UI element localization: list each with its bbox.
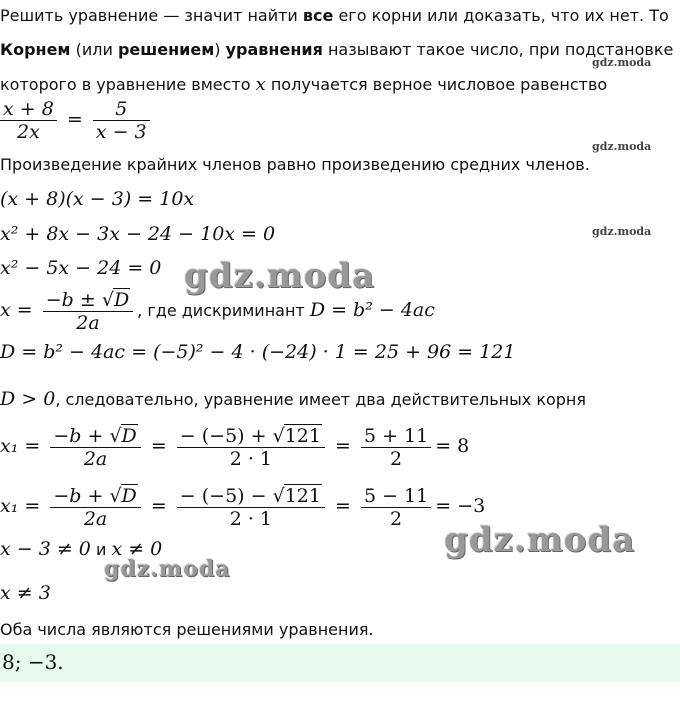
condition-1: x − 3 ≠ 0 — [0, 538, 91, 560]
fraction — [93, 98, 150, 143]
radicand: D — [121, 485, 137, 507]
intro-line-3 — [0, 74, 607, 95]
root-1: x₁ = $\frac{-b + √D}{2a}$ = $\frac{- (-5) + √121}{2 \cdot 1}$ = $\frac{5 + 11}{2}$ = 8 — [0, 424, 470, 470]
denominator: 2 — [390, 447, 403, 470]
fraction — [0, 98, 57, 143]
lhs: x = — [0, 299, 33, 321]
lhs: x₁ = — [0, 495, 41, 517]
bold-root: Корнем — [0, 40, 71, 59]
discriminant-conclusion — [0, 388, 586, 410]
discriminant-formula: D = b² − 4ac — [309, 299, 435, 321]
equation-expanded: x² + 8x − 3x − 24 − 10x = 0 — [0, 223, 276, 245]
answer-value: 8; −3. — [2, 650, 64, 674]
radicand: 121 — [284, 485, 321, 507]
fraction — [361, 425, 431, 470]
denominator: 2 — [390, 507, 403, 530]
numerator: 5 − 11 — [361, 485, 431, 508]
root-2: x₁ = $\frac{-b + √D}{2a}$ = $\frac{- (-5) - √121}{2 \cdot 1}$ = $\frac{5 - 11}{2}$ = −3 — [0, 484, 486, 530]
fraction — [177, 424, 325, 470]
watermark-small: gdz.moda — [592, 140, 652, 153]
text: получается верное числовое равенство — [265, 75, 608, 94]
numerator: 5 + 11 — [361, 425, 431, 448]
intro-line-2 — [0, 40, 673, 59]
numerator: 5 — [93, 98, 150, 121]
text: , следовательно, уравнение имеет два действительных корня — [55, 390, 587, 409]
text: его корни или доказать, что их нет. То — [333, 6, 669, 25]
conclusion-text: Оба числа являются решениями уравнения. — [0, 620, 374, 639]
text: которого в уравнение вместо — [0, 75, 256, 94]
equals: = — [66, 108, 83, 131]
equation-product: (x + 8)(x − 3) = 10x — [0, 188, 195, 210]
numerator: −b ± √D — [43, 288, 133, 312]
text: (или — [70, 40, 118, 59]
radicand: D — [113, 289, 130, 311]
watermark-large: gdz.moda — [184, 256, 376, 296]
num-text: −b + — [53, 425, 110, 447]
discriminant-calc: D = b² − 4ac = (−5)² − 4 · (−24) · 1 = 25 + 96 = 121 — [0, 341, 516, 363]
var-x: x — [255, 74, 266, 95]
numerator: −b + √D — [50, 424, 140, 448]
fraction — [177, 484, 325, 530]
numerator: x + 8 — [0, 98, 57, 121]
denominator: 2 · 1 — [229, 448, 273, 470]
bold-solution: решением — [117, 40, 215, 59]
rule-text: Произведение крайних членов равно произведению средних членов. — [0, 155, 590, 174]
fraction — [50, 484, 140, 530]
text: Решить уравнение — значит найти — [0, 6, 303, 25]
condition-2: x ≠ 0 — [111, 538, 163, 560]
d-positive: D > 0 — [0, 388, 56, 410]
numerator: − (−5) − √121 — [177, 484, 325, 508]
num-text: −b ± — [45, 289, 102, 311]
denominator: 2a — [83, 448, 108, 470]
numerator: − (−5) + √121 — [177, 424, 325, 448]
num-text: −b + — [53, 485, 110, 507]
denominator: 2x — [17, 121, 40, 143]
denominator: 2 · 1 — [229, 508, 273, 530]
bold-all: все — [302, 6, 334, 25]
lhs: x₁ = — [0, 435, 41, 457]
denominator: 2a — [83, 508, 108, 530]
text: ) — [214, 40, 226, 59]
and-text: и — [90, 540, 112, 559]
result: = −3 — [435, 495, 486, 517]
text: называют такое число, при подстановке — [322, 40, 674, 59]
watermark-small: gdz.moda — [592, 56, 652, 69]
denominator: x − 3 — [95, 121, 147, 143]
num-text: − (−5) + — [179, 425, 273, 447]
domain-result: x ≠ 3 — [0, 582, 51, 604]
where-text: , где дискриминант — [137, 301, 310, 320]
fraction — [43, 288, 133, 334]
num-text: − (−5) − — [179, 485, 273, 507]
bold-equation: уравнения — [225, 40, 323, 59]
intro-line-1 — [0, 6, 669, 25]
answer-box — [0, 644, 680, 682]
radicand: D — [121, 425, 137, 447]
watermark-medium: gdz.moda — [104, 556, 231, 582]
watermark-large: gdz.moda — [444, 520, 636, 560]
equation-proportion — [0, 98, 154, 143]
fraction — [361, 485, 431, 530]
equation-quadratic: x² − 5x − 24 = 0 — [0, 257, 162, 279]
denominator: 2a — [76, 312, 100, 334]
watermark-small: gdz.moda — [592, 225, 652, 238]
numerator: −b + √D — [50, 484, 140, 508]
radicand: 121 — [284, 425, 321, 447]
result: = 8 — [435, 435, 470, 457]
fraction — [50, 424, 140, 470]
